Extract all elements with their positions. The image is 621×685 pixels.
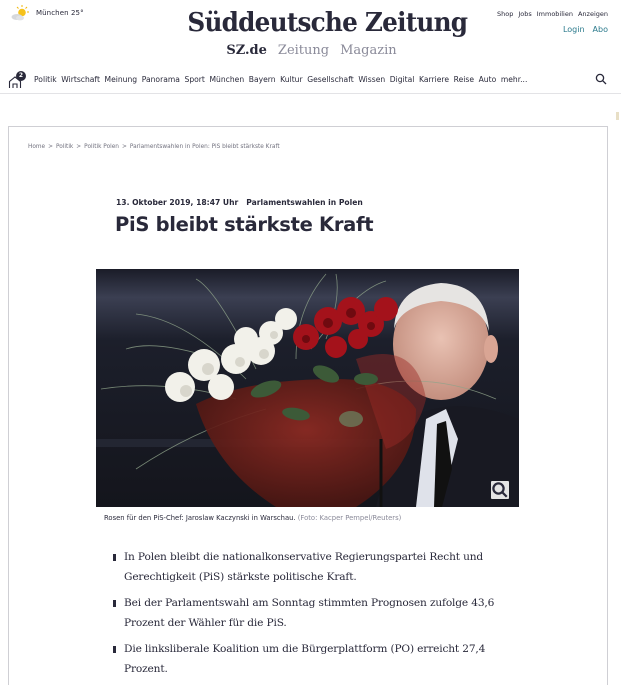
breadcrumb-politik[interactable]: Politik: [55, 144, 74, 150]
nav-item-meinung[interactable]: Meinung: [104, 75, 138, 84]
article-kicker: Parlamentswahlen in Polen: [246, 198, 363, 207]
nav-item-mehr[interactable]: mehr...: [500, 75, 528, 84]
sun-cloud-icon: [10, 4, 30, 22]
nav-item-reise[interactable]: Reise: [453, 75, 474, 84]
sub-navigation: [0, 43, 621, 58]
image-caption: [104, 514, 401, 522]
main-navigation: [0, 66, 621, 94]
nav-item-wirtschaft[interactable]: Wirtschaft: [61, 75, 100, 84]
nav-item-muenchen[interactable]: München: [209, 75, 245, 84]
subnav-sz-de[interactable]: SZ.de: [226, 43, 267, 58]
abo-link[interactable]: Abo: [592, 25, 608, 34]
summary-bullet: Die linksliberale Koalition um die Bürgerplattform (PO) erreicht 27,4 Prozent.: [113, 640, 513, 679]
nav-item-auto[interactable]: Auto: [478, 75, 497, 84]
weather-widget[interactable]: [10, 4, 84, 22]
subnav-zeitung[interactable]: Zeitung: [277, 43, 330, 58]
weather-text: München 25°: [36, 9, 84, 17]
site-header: [0, 0, 621, 66]
breadcrumb-separator: >: [76, 144, 82, 150]
notification-badge: 2: [16, 71, 26, 81]
article-headline: PiS bleibt stärkste Kraft: [115, 213, 374, 236]
link-anzeigen[interactable]: Anzeigen: [577, 10, 608, 18]
article-container: [8, 126, 608, 685]
breadcrumb: [28, 144, 280, 150]
site-logo[interactable]: [180, 8, 468, 38]
summary-bullet: Bei der Parlamentswahl am Sonntag stimmten Prognosen zufolge 43,6 Prozent der Wähler für die PiS.: [113, 594, 513, 633]
link-jobs[interactable]: Jobs: [518, 10, 532, 18]
photo-credit: (Foto: Kacper Pempel/Reuters): [297, 514, 402, 522]
subnav-magazin[interactable]: Magazin: [340, 43, 397, 58]
nav-item-bayern[interactable]: Bayern: [248, 75, 276, 84]
summary-bullet: In Polen bleibt die nationalkonservative Regierungspartei Recht und Gerechtigkeit (PiS) stärkste politische Kraft.: [113, 548, 513, 587]
breadcrumb-current: Parlamentswahlen in Polen: PiS bleibt stärkste Kraft: [129, 144, 280, 150]
article-summary-list: [113, 548, 513, 685]
breadcrumb-separator: >: [48, 144, 53, 150]
user-links: [563, 25, 608, 34]
breadcrumb-politik-polen[interactable]: Politik Polen: [84, 144, 119, 150]
magnifier-icon: [491, 481, 509, 499]
nav-item-digital[interactable]: Digital: [389, 75, 415, 84]
nav-item-panorama[interactable]: Panorama: [141, 75, 180, 84]
article-meta: [116, 198, 363, 207]
nav-item-gesellschaft[interactable]: Gesellschaft: [307, 75, 354, 84]
service-links: [497, 10, 608, 18]
breadcrumb-home[interactable]: Home: [28, 144, 46, 150]
photo-roses-kaczynski: [96, 269, 519, 507]
search-icon[interactable]: [595, 73, 607, 85]
link-shop[interactable]: Shop: [496, 10, 514, 18]
article-image[interactable]: [96, 269, 519, 507]
nav-item-sport[interactable]: Sport: [184, 75, 205, 84]
nav-item-karriere[interactable]: Karriere: [419, 75, 450, 84]
home-button[interactable]: [8, 72, 24, 88]
link-immobilien[interactable]: Immobilien: [536, 10, 573, 18]
breadcrumb-separator: >: [121, 144, 127, 150]
nav-item-politik[interactable]: Politik: [34, 75, 57, 84]
page-edge-marker: [616, 112, 619, 120]
nav-item-wissen[interactable]: Wissen: [358, 75, 386, 84]
article-date: 13. Oktober 2019, 18:47 Uhr: [116, 198, 239, 207]
nav-items: [34, 75, 532, 84]
enlarge-image-button[interactable]: [491, 481, 509, 499]
login-link[interactable]: Login: [562, 25, 585, 34]
logo-text: Süddeutsche Zeitung: [187, 8, 468, 38]
caption-text: Rosen für den PiS-Chef: Jaroslaw Kaczynski in Warschau.: [104, 514, 296, 522]
nav-item-kultur[interactable]: Kultur: [280, 75, 303, 84]
